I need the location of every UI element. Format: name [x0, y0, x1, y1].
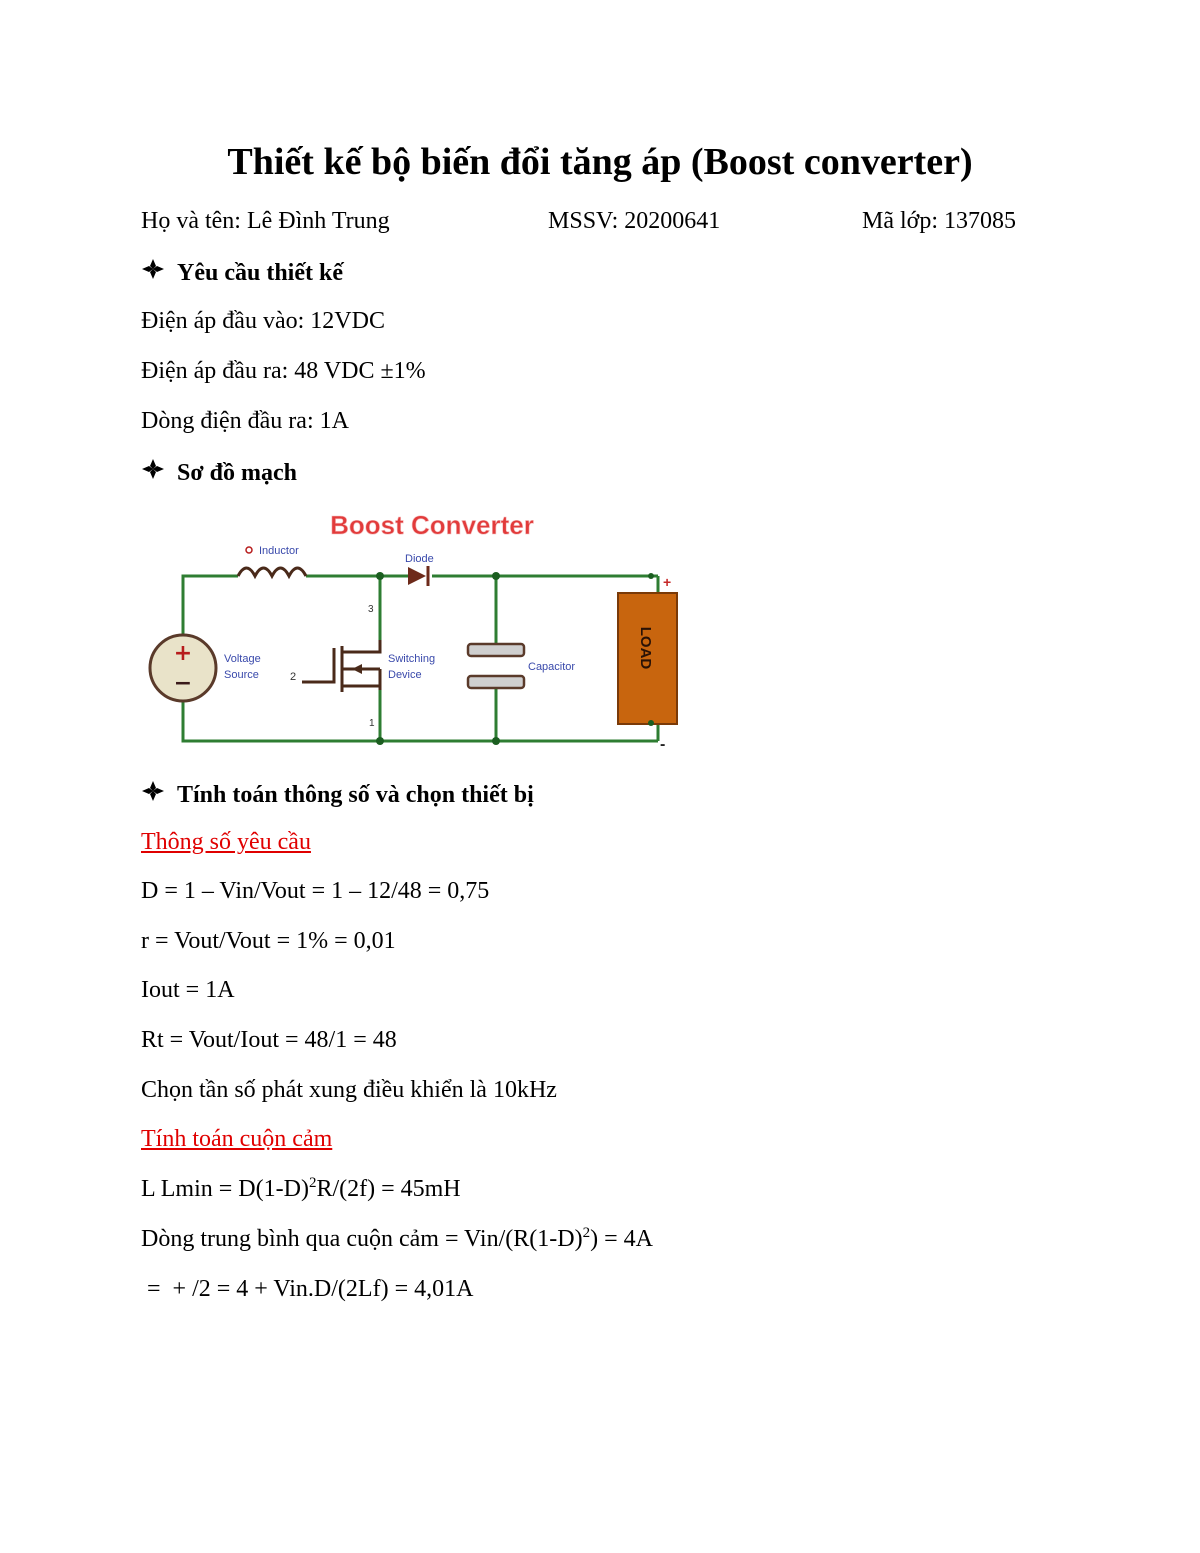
formula-inductance-part2: R/(2f) = 45mH: [316, 1176, 461, 1202]
student-name: Họ và tên: Lê Đình Trung: [141, 208, 390, 234]
boost-converter-schematic: [140, 505, 700, 755]
inductor-icon: [238, 568, 306, 576]
output-minus-label: -: [660, 736, 666, 753]
source-plus: +: [173, 641, 193, 666]
formula-inductor-current: [141, 1226, 653, 1253]
diode-label: Diode: [405, 553, 434, 565]
formula-rt: Rt = Vout/Iout = 48/1 = 48: [141, 1027, 397, 1053]
diamond-bullet-icon: [141, 458, 167, 487]
req-output-voltage: Điện áp đầu ra: 48 VDC ±1%: [141, 358, 426, 384]
section-requirements: [141, 258, 343, 287]
formula-ripple: r = Vout/Vout = 1% = 0,01: [141, 928, 396, 954]
formula-peak-current: = + /2 = 4 + Vin.D/(2Lf) = 4,01A: [141, 1276, 474, 1302]
formula-inductance-exponent: 2: [308, 1175, 317, 1191]
page-title: Thiết kế bộ biến đổi tăng áp (Boost converter): [227, 141, 973, 183]
student-id: MSSV: 20200641: [548, 208, 721, 234]
load-label: LOAD: [637, 626, 654, 670]
pin-2-label: 2: [290, 671, 297, 683]
schematic-title: Boost Converter: [330, 510, 534, 540]
req-output-current: Dòng điện đầu ra: 1A: [141, 408, 349, 434]
inductor-marker-icon: [246, 547, 252, 553]
formula-inductance: [141, 1176, 461, 1203]
heading-inductor-calc: Tính toán cuộn cảm: [141, 1126, 333, 1152]
class-code: Mã lớp: 137085: [862, 208, 1017, 234]
diode-icon: [408, 566, 428, 586]
frequency-choice: Chọn tần số phát xung điều khiển là 10kHz: [141, 1077, 557, 1103]
section-schematic: [141, 458, 297, 487]
section-requirements-label: Yêu cầu thiết kế: [177, 260, 343, 286]
diamond-bullet-icon: [141, 780, 167, 809]
section-calculation: [141, 780, 534, 809]
pin-1-label: 1: [369, 718, 375, 729]
output-plus-label: +: [663, 574, 672, 590]
pin-3-label: 3: [368, 604, 374, 615]
capacitor-icon: [468, 644, 524, 688]
voltage-source-label-1: Voltage: [224, 653, 261, 665]
switch-label-1: Switching: [388, 653, 436, 665]
formula-inductor-current-part1: Dòng trung bình qua cuộn cảm = Vin/(R(1-D): [141, 1226, 583, 1252]
inductor-label: Inductor: [259, 545, 299, 557]
formula-duty-cycle: D = 1 – Vin/Vout = 1 – 12/48 = 0,75: [141, 878, 490, 904]
section-schematic-label: Sơ đồ mạch: [177, 460, 297, 486]
req-input-voltage: Điện áp đầu vào: 12VDC: [141, 308, 385, 334]
formula-inductor-current-part2: ) = 4A: [590, 1226, 653, 1252]
source-minus: −: [173, 671, 193, 696]
voltage-source-label-2: Source: [224, 669, 259, 681]
section-calculation-label: Tính toán thông số và chọn thiết bị: [177, 782, 534, 808]
mosfet-icon: [302, 640, 380, 692]
diamond-bullet-icon: [141, 258, 167, 287]
formula-iout: Iout = 1A: [141, 977, 235, 1003]
formula-inductor-current-exponent: 2: [582, 1225, 591, 1241]
switch-label-2: Device: [388, 669, 422, 681]
mosfet-arrow-icon: [352, 664, 362, 674]
heading-required-params: Thông số yêu cầu: [141, 829, 311, 855]
capacitor-label: Capacitor: [528, 661, 576, 673]
formula-inductance-part1: L Lmin = D(1-D): [141, 1176, 309, 1202]
